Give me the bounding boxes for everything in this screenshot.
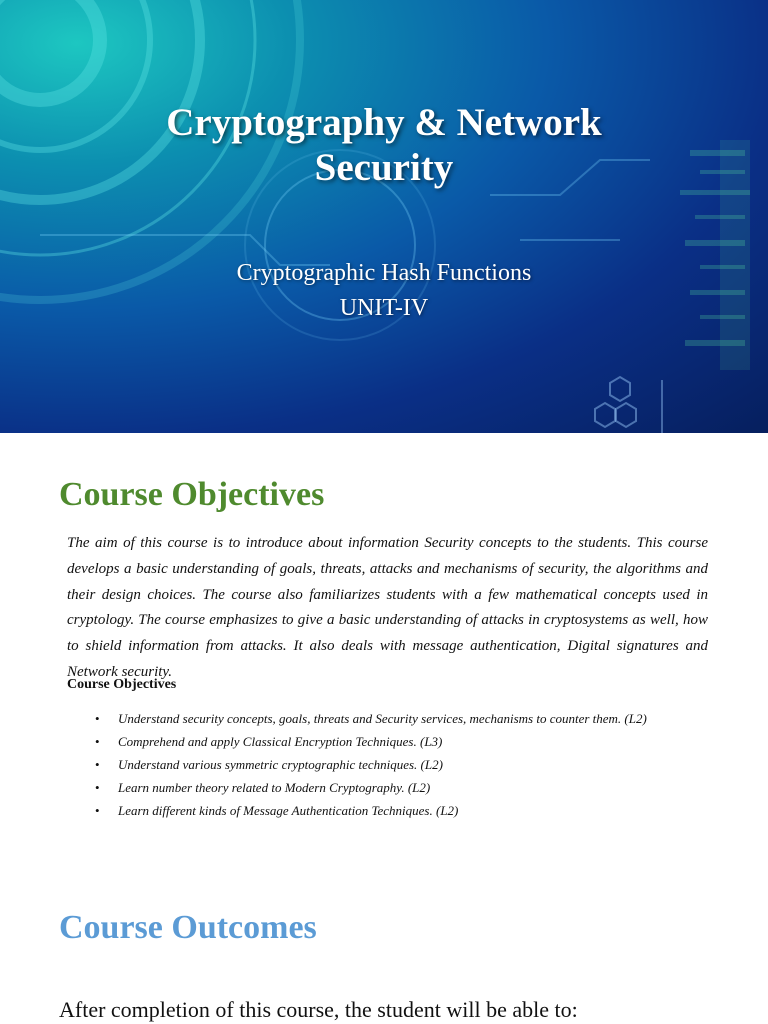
objective-text: Understand various symmetric cryptographic techniques. (L2): [118, 757, 443, 772]
objective-text: Comprehend and apply Classical Encryption Techniques. (L3): [118, 734, 443, 749]
slide-title-line-2: Security: [314, 146, 454, 189]
bullet-icon: •: [95, 757, 100, 772]
objective-item: [95, 799, 715, 822]
title-slide: [0, 0, 768, 433]
slide-subtitle: [0, 256, 768, 326]
slide-title: [0, 100, 768, 190]
course-outcomes-heading: Course Outcomes: [59, 909, 317, 946]
slide-title-line-1: Cryptography & Network: [166, 101, 602, 144]
course-objectives-list: [95, 707, 715, 822]
course-outcomes-intro: After completion of this course, the student will be able to:: [59, 997, 578, 1022]
bullet-icon: •: [95, 711, 100, 726]
circuit-background: [0, 0, 768, 433]
course-objectives-heading: Course Objectives: [59, 476, 325, 513]
bullet-icon: •: [95, 734, 100, 749]
objective-item: [95, 753, 715, 776]
objective-text: Learn number theory related to Modern Cryptography. (L2): [118, 780, 431, 795]
objective-text: Understand security concepts, goals, threats and Security services, mechanisms to counter them. (L2): [118, 711, 647, 726]
course-objectives-subheading: Course Objectives: [67, 677, 177, 692]
course-aim-paragraph: The aim of this course is to introduce about information Security concepts to the students. This course develops a basic understanding of goals, threats, attacks and mechanisms of security, the algorithms and their design choices. The course also familiarizes students with a few mathematical concepts used in cryptology. The course emphasizes to give a basic understanding of attacks in cryptosystems as well, how to shield information from attacks. It also deals with message authentication, Digital signatures and Network security.: [67, 535, 708, 680]
objective-item: [95, 707, 715, 730]
objective-item: [95, 776, 715, 799]
bullet-icon: •: [95, 803, 100, 818]
objective-text: Learn different kinds of Message Authentication Techniques. (L2): [118, 803, 459, 818]
slide-subtitle-line-1: Cryptographic Hash Functions: [236, 260, 532, 286]
slide-subtitle-line-2: UNIT-IV: [339, 295, 429, 321]
objective-item: [95, 730, 715, 753]
bullet-icon: •: [95, 780, 100, 795]
